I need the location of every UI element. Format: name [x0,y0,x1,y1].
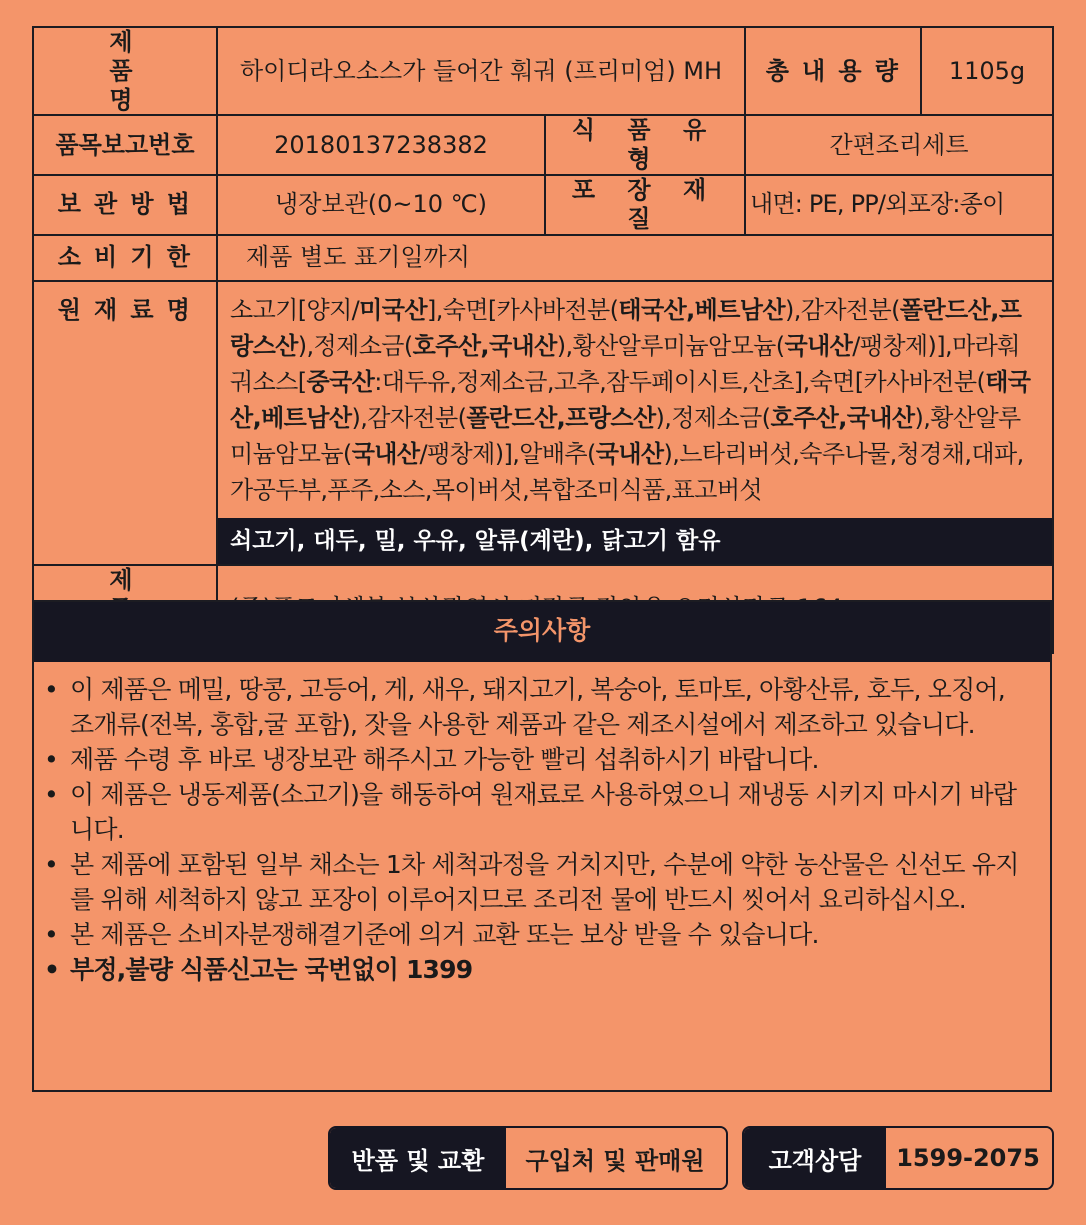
allergen-notice: 쇠고기, 대두, 밀, 우유, 알류(계란), 닭고기 함유 [218,518,1052,564]
caution-item-text: 본 제품에 포함된 일부 채소는 1차 세척과정을 거치지만, 수분에 약한 농산물은 신선도 유지를 위해 세척하지 않고 포장이 이루어지므로 조리전 물에 반드시 씻어서 요리하십시오. [70,850,1019,914]
customer-service-label: 고객상담 [744,1128,886,1188]
caution-item [44,917,1030,952]
label-packaging: 포 장 재 질 [545,175,745,235]
caution-title: 주의사항 [34,602,1050,662]
ingredients-text [218,282,1052,518]
ingredient-text: ),느타리버섯,숙주나물,청경채,대파,가공두부,푸주,소스,목이버섯,복합조미식품,표고버섯 [230,439,1024,504]
bullet-icon: • [44,920,58,949]
label-manufacturer: 제 [33,565,217,653]
label-food-type: 식 품 유 형 [545,115,745,175]
row-expiry [33,235,1053,281]
caution-list [34,662,1050,987]
label-expiry: 소 비 기 한 [33,235,217,281]
value-ingredients [217,281,1053,565]
ingredient-text: ),정제소금( [297,331,413,360]
bullet-icon: • [44,675,58,704]
ingredient-text: /팽창제)],알배추( [419,439,596,468]
caution-item-text: 제품 수령 후 바로 냉장보관 해주시고 가능한 빨리 섭취하시기 바랍니다. [70,745,819,774]
row-ingredients [33,281,1053,565]
caution-item [44,847,1030,917]
bullet-icon: • [44,850,58,879]
ingredient-text: 소고기[양지/ [230,295,360,324]
ingredient-origin: 폴란드산,프랑스산 [466,403,656,432]
ingredient-origin: 태국산,베트남산 [230,367,1031,432]
ingredient-origin: 국내산 [595,439,664,468]
ingredient-origin: 국내산 [784,331,853,360]
row-product-name [33,27,1053,115]
value-product-name: 하이디라오소스가 들어간 훠궈 (프리미엄) MH [217,27,745,115]
ingredient-text: /팽창제)],마라훠궈소스[ [230,331,1020,396]
value-storage: 냉장보관(0~10 ℃) [217,175,545,235]
row-storage [33,175,1053,235]
ingredient-origin: 태국산,베트남산 [618,295,785,324]
customer-service-info [742,1126,1054,1190]
label-report-number: 품목보고번호 [33,115,217,175]
bullet-icon: • [44,745,58,774]
ingredient-text: ),감자전분( [784,295,900,324]
ingredient-text: ],숙면[카사바전분( [426,295,619,324]
customer-service-phone: 1599-2075 [886,1128,1050,1188]
value-volume: 1105g [921,27,1053,115]
ingredient-text: ),정제소금( [655,403,771,432]
ingredient-text: ),황산알루미늄암모늄( [230,403,1021,468]
label-ingredients: 원 재 료 명 [33,281,217,565]
ingredient-text: ),감자전분( [351,403,467,432]
value-report-number: 20180137238382 [217,115,545,175]
value-food-type: 간편조리세트 [745,115,1053,175]
ingredient-text: ),황산알루미늄암모늄( [556,331,785,360]
ingredient-origin: 호주산,국내산 [770,403,915,432]
ingredient-origin: 국내산 [351,439,420,468]
ingredient-origin: 폴란드산,프랑스산 [230,295,1022,360]
caution-box [32,600,1052,1092]
caution-item [44,672,1030,742]
caution-item-text: 이 제품은 냉동제품(소고기)을 해동하여 원재료로 사용하였으니 재냉동 시키지 마시기 바랍니다. [70,780,1017,844]
exchange-info [328,1126,728,1190]
ingredient-origin: 미국산 [359,295,427,324]
bullet-icon: • [44,955,60,984]
product-info-table [32,26,1054,654]
label-volume: 총 내 용 량 [745,27,921,115]
value-packaging: 내면: PE, PP/외포장:종이 [745,175,1053,235]
label-storage: 보 관 방 법 [33,175,217,235]
caution-item [44,952,1030,987]
caution-item-text: 이 제품은 메밀, 땅콩, 고등어, 게, 새우, 돼지고기, 복숭아, 토마토, 아황산류, 호두, 오징어, 조개류(전복, 홍합,굴 포함), 잣을 사용한 제품과 같은 제조시설에서 제조하고 있습니다. [70,675,1005,739]
exchange-label: 반품 및 교환 [330,1128,506,1188]
ingredient-origin: 호주산,국내산 [412,331,557,360]
bullet-icon: • [44,780,58,809]
value-expiry: 제품 별도 표기일까지 [217,235,1053,281]
caution-item-text: 부정,불량 식품신고는 국번없이 1399 [70,955,473,984]
caution-item [44,742,1030,777]
row-report-number [33,115,1053,175]
caution-item [44,777,1030,847]
ingredient-origin: 중국산 [306,367,375,396]
exchange-value: 구입처 및 판매원 [506,1128,724,1188]
ingredient-text: :대두유,정제소금,고추,잠두페이시트,산초],숙면[카사바전분( [374,367,986,396]
label-product-name: 제 품 명 [33,27,217,115]
caution-item-text: 본 제품은 소비자분쟁해결기준에 의거 교환 또는 보상 받을 수 있습니다. [70,920,819,949]
